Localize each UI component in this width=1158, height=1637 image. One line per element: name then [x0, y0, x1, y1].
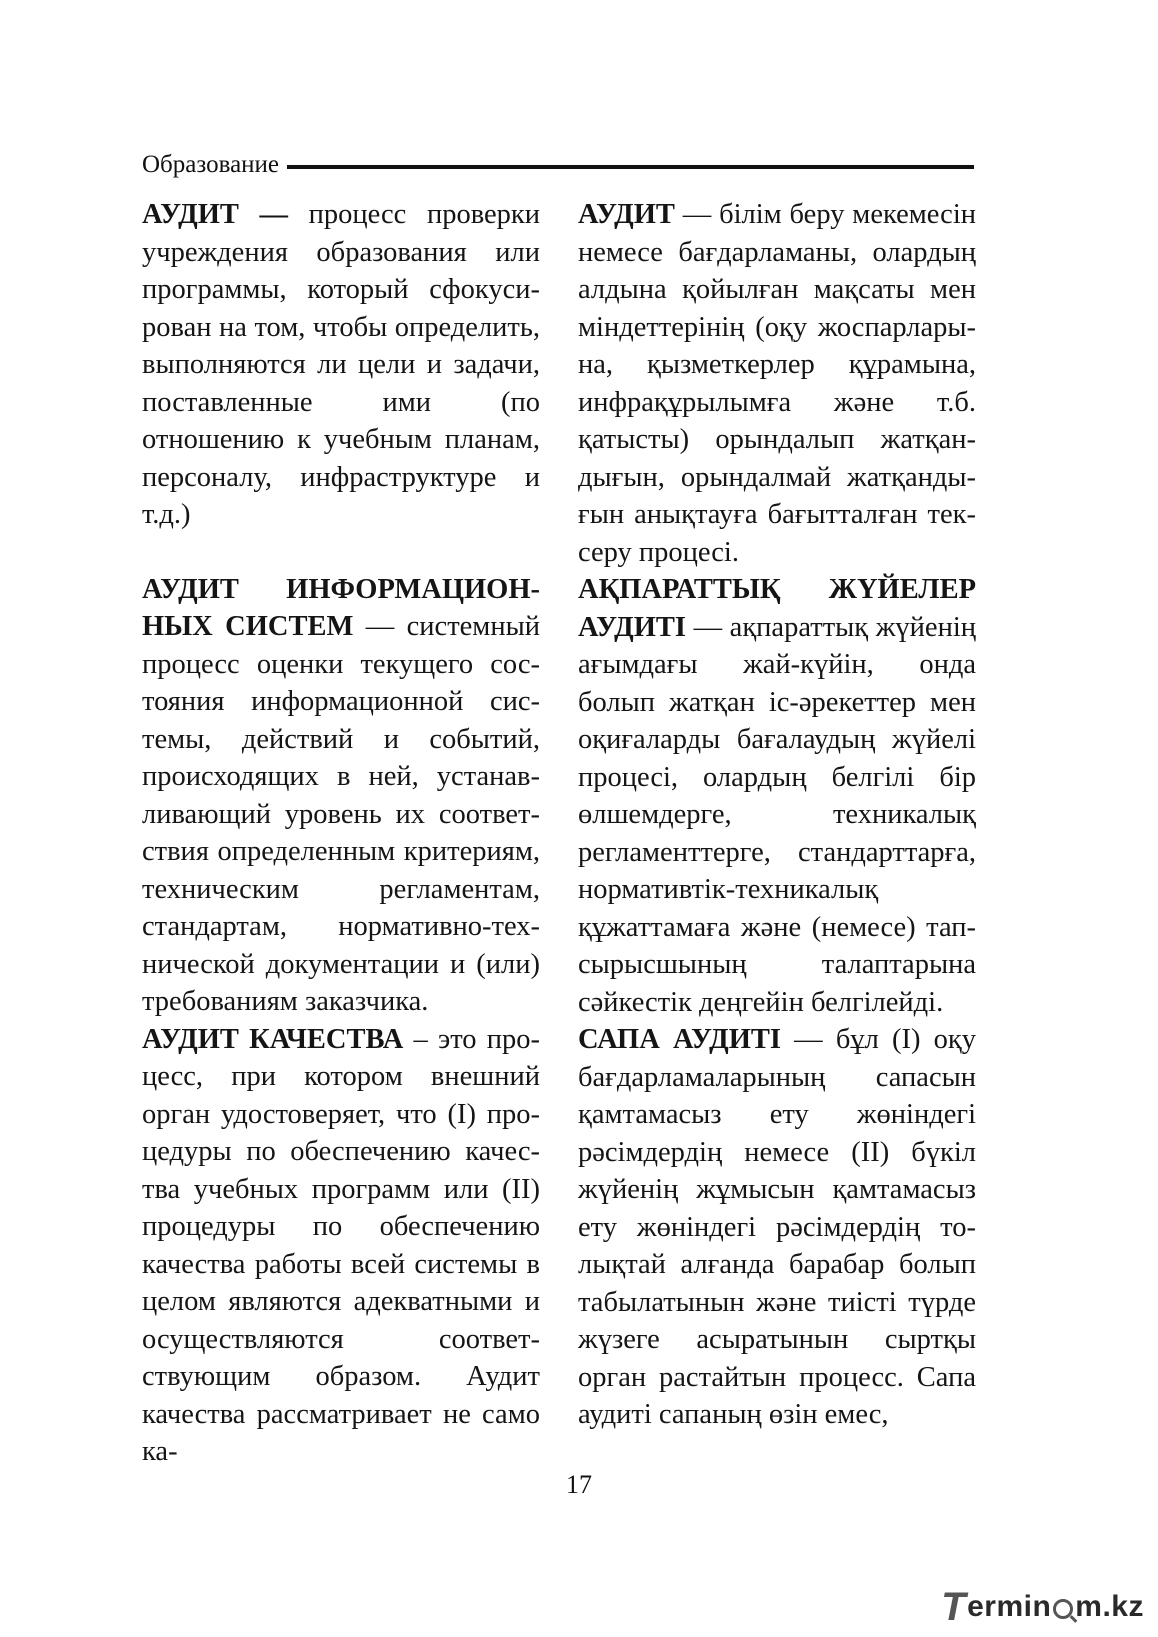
entry-term: АУДИТ КАЧЕСТВА — [142, 1023, 404, 1055]
entry-audit-is-ru — [142, 571, 540, 1021]
watermark-text-1: ermin — [967, 1590, 1052, 1623]
entry-audit-quality-ru — [142, 1021, 540, 1471]
left-column — [142, 196, 540, 1471]
watermark-text-2: m.kz — [1075, 1590, 1144, 1623]
entry-audit-kz — [578, 196, 976, 571]
entry-text: — ақпараттық жүйенің ағымдағы жай-күйін, онда болып жатқан іс-әрекеттер мен оқиғаларды бағалаудың жүйелі процесі, олардың белгілі бір өлшемдерге, техникалық регламенттерге, стандарттарға, нормативтік-техникалық құжаттамаға және (немесе) тапсырысшының талаптарына сәйкестік деңгейін белгілейді. — [578, 611, 976, 1018]
entry-text: — білім беру мекемесін немесе бағдарламаны, олардың алдына қойылған мақсаты мен міндеттерінің (оқу жоспарларына, қызметкерлер құрамына, инфрақұрылымға және т.б. қатысты) орындалып жатқандығын, орындалмай жатқандығын анықтауға бағытталған тексеру процесі. — [578, 199, 976, 568]
entry-text: – это процесс, при котором внешний орган удостоверяет, что (I) процедуры по обеспечению качества учебных программ или (II) процедуры по обеспечению качества работы всей системы в целом являются адекватными и осуществляются соответствующим образом. Аудит качества рассматривает не само ка- — [142, 1023, 540, 1467]
entry-audit-ru — [142, 196, 540, 534]
page-number: 17 — [566, 1470, 592, 1499]
entry-term: АУДИТ ИНФОРМАЦИОННЫХ СИСТЕМ — [142, 573, 540, 642]
watermark-lead: T — [941, 1584, 967, 1629]
entry-text: — системный процесс оценки текущего состояния информационной системы, действий и событий, происходящих в ней, устанавливающий уровень их соответствия определенным критериям, техническим регламентам, стандартам, нормативно-технической документации и (или) требованиям заказчика. — [142, 611, 540, 1017]
entry-term: АУДИТ — — [142, 199, 289, 230]
magnifier-icon — [1053, 1599, 1073, 1619]
entry-term: САПА АУДИТІ — [578, 1024, 781, 1055]
section-title: Образование — [142, 151, 280, 178]
watermark-logo — [941, 1584, 1144, 1629]
entry-term: АУДИТ — [578, 199, 675, 230]
entry-term: АҚПАРАТТЫҚ ЖҮЙЕЛЕР АУДИТІ — [578, 574, 976, 643]
header-rule — [287, 165, 974, 169]
entry-audit-quality-kz — [578, 1021, 976, 1434]
right-column — [578, 196, 976, 1434]
entry-text: процесс проверки учреждения образования или программы, который сфокусирован на том, чтобы определить, выполняются ли цели и задачи, поставленные ими (по отношению к учебным планам, персоналу, инфраструктуре и т.д.) — [142, 199, 540, 530]
entry-audit-is-kz — [578, 571, 976, 1021]
running-header — [142, 145, 974, 185]
entry-text: — бұл (I) оқу бағдарламаларының сапасын қамтамасыз ету жөніндегі рәсімдердің немесе (II) бүкіл жүйенің жұмысын қамтамасыз ету жөніндегі рәсімдердің толықтай алғанда барабар болып табылатынын және тиісті түрде жүзеге асыратынын сыртқы орган растайтын процесс. Сапа аудиті сапаның өзін емес, — [578, 1024, 976, 1430]
